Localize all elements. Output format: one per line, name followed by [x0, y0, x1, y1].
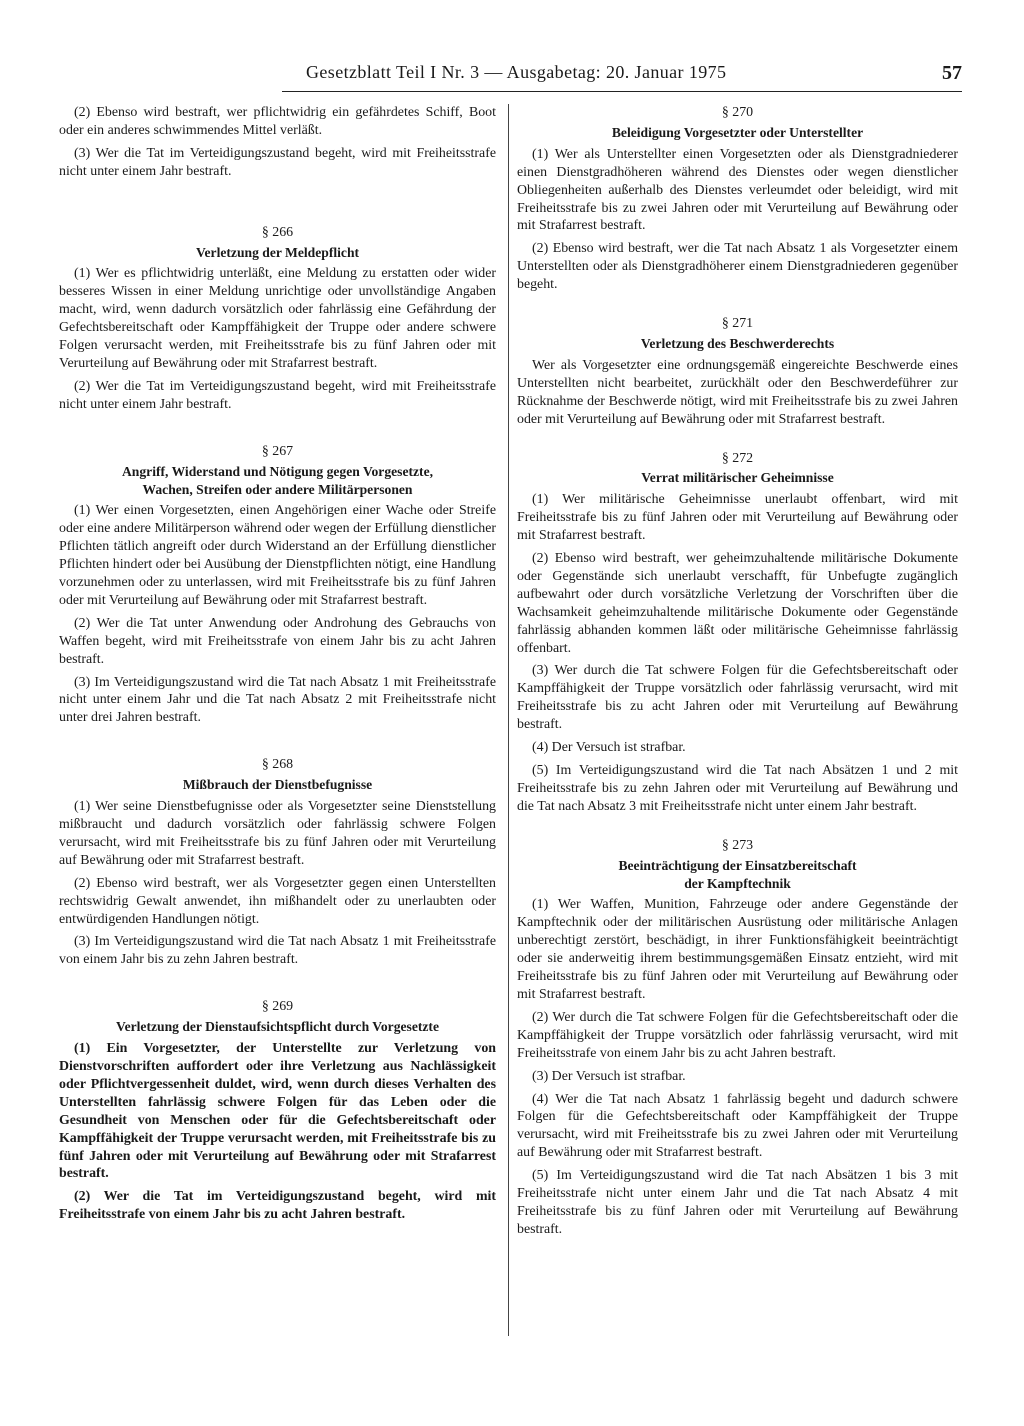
paragraph: (3) Im Verteidigungszustand wird die Tat nach Absatz 1 mit Freiheitsstrafe von einem Jahr bis zu zehn Jahren bestraft. [59, 934, 496, 968]
section-267 [59, 443, 496, 728]
column-divider [508, 104, 509, 1336]
paragraph: (5) Im Verteidigungszustand wird die Tat nach Absätzen 1 bis 3 mit Freiheitsstrafe nicht unter einem Jahr und die Tat nach Absatz 4 mit Freiheitsstrafe bis zu fünf Jahren oder mit Verurteilung auf Bewährung bestraft. [517, 1168, 958, 1237]
paragraph: (5) Im Verteidigungszustand wird die Tat nach Absätzen 1 und 2 mit Freiheitsstrafe bis zu zehn Jahren oder mit Verurteilung auf Bewährung und die Tat nach Absatz 3 mit Freiheitsstrafe nicht unter einem Jahr bestraft. [517, 763, 958, 814]
section-title: Verletzung der Meldepflicht [195, 244, 360, 260]
paragraph: (3) Der Versuch ist strafbar. [532, 1068, 686, 1084]
section-266 [59, 224, 496, 414]
paragraph: (2) Ebenso wird bestraft, wer geheimzuhaltende militärische Dokumente oder Gegenstände sich unerlaubt verschafft, für Unbefugte zugänglich aufbewahrt oder durch vorsätzliche Verletzung der Vorschriften über die Wachsamkeit geheimzuhaltende militärische Dokumente oder Gegenstände fahrlässig abhanden kommen läßt oder militärische Geheimnisse fahrlässig offenbart. [517, 551, 958, 656]
paragraph: (3) Im Verteidigungszustand wird die Tat nach Absatz 1 mit Freiheitsstrafe nicht unter einem Jahr und die Tat nach Absatz 2 mit Freiheitsstrafe nicht unter drei Jahren bestraft. [59, 674, 496, 726]
section-number: § 272 [721, 450, 754, 466]
left-column [59, 104, 496, 1229]
paragraph: (1) Wer seine Dienstbefugnisse oder als Vorgesetzter seine Dienststellung mißbraucht und dadurch vorsätzlich oder fahrlässig schwere Folgen verursacht, wird mit Freiheitsstrafe bis zu fünf Jahren oder mit Verurteilung auf Bewährung oder mit Strafarrest bestraft. [59, 799, 496, 868]
section-title: Mißbrauch der Dienstbefugnisse [182, 777, 373, 793]
header-rule [282, 91, 962, 92]
right-column [517, 104, 958, 1244]
paragraph: (3) Wer durch die Tat schwere Folgen für die Gefechtsbereitschaft oder Kampffähigkeit der Truppe vorsätzlich oder fahrlässig verursacht, wird mit Freiheitsstrafe bis zu acht Jahren oder mit Verurteilung auf Bewährung bestraft. [517, 663, 958, 733]
page-header [282, 58, 962, 92]
paragraph: (4) Der Versuch ist strafbar. [532, 740, 686, 756]
paragraph: (2) Wer durch die Tat schwere Folgen für die Gefechtsbereitschaft oder die Kampffähigkeit der Truppe vorsätzlich oder fahrlässig verursacht, wird mit Freiheitsstrafe von einem Jahr bis zu acht Jahren bestraft. [517, 1009, 958, 1061]
page-number: 57 [942, 62, 962, 84]
section-title: Beeinträchtigung der Einsatzbereitschaft [618, 857, 857, 873]
paragraph: (2) Ebenso wird bestraft, wer pflichtwidrig ein gefährdetes Schiff, Boot oder ein anderes schwimmendes Mittel verläßt. [59, 105, 496, 138]
section-number: § 271 [721, 316, 754, 332]
section-number: § 273 [721, 837, 754, 853]
header-title: Gesetzblatt Teil I Nr. 3 — Ausgabetag: 20. Januar 1975 [306, 62, 727, 82]
section-title-line-2: Wachen, Streifen oder andere Militärpersonen [142, 481, 413, 497]
paragraph: (1) Wer es pflichtwidrig unterläßt, eine Meldung zu erstatten oder wider besseres Wissen in einer Meldung unrichtige oder unvollständige Angaben macht, wird, wenn dadurch vorsätzlich oder fahrlässig eine Gefährdung der Gefechtsbereitschaft oder Kampffähigkeit der Truppe oder andere schwere Folgen verursacht werden, mit Freiheitsstrafe bis zu fünf Jahren oder mit Verurteilung auf Bewährung oder mit Strafarrest bestraft. [59, 266, 496, 371]
section-271 [517, 315, 958, 428]
section-270 [517, 104, 958, 294]
section-273 [517, 837, 958, 1239]
section-title: Angriff, Widerstand und Nötigung gegen Vorgesetzte, [121, 463, 434, 479]
section-272 [517, 450, 958, 816]
section-number: § 267 [261, 443, 294, 459]
paragraph: (2) Ebenso wird bestraft, wer die Tat nach Absatz 1 als Vorgesetzter einem Unterstellten oder als Dienstgradhöherer einem Dienstgradniederen gegenüber begeht. [517, 241, 958, 293]
paragraph: (3) Wer die Tat im Verteidigungszustand begeht, wird mit Freiheitsstrafe nicht unter einem Jahr bestraft. [59, 145, 496, 179]
paragraph: (1) Wer als Unterstellter einen Vorgesetzten oder als Dienstgradniederer einen Dienstgradhöheren während des Dienstes oder wegen dienstlicher Obliegenheiten außerhalb des Dienstes verleumdet oder beleidigt, wird mit Freiheitsstrafe bis zu zwei Jahren oder mit Verurteilung auf Bewährung oder mit Strafarrest bestraft. [517, 146, 958, 234]
section-title-line-2: der Kampftechnik [684, 875, 791, 891]
paragraph: (1) Wer Waffen, Munition, Fahrzeuge oder andere Gegenstände der Kampftechnik oder der militärischen Ausrüstung oder militärische Anlagen unberechtigt zerstört, beschädigt, in ihrer Funktionsfähigkeit beeinträchtigt oder sie anderweitig ihrem bestimmungsgemäßen Einsatz entzieht, wird mit Freiheitsstrafe bis zu fünf Jahren oder mit Verurteilung auf Bewährung oder mit Strafarrest bestraft. [517, 897, 958, 1002]
section-number: § 266 [261, 224, 294, 240]
paragraph: (1) Wer militärische Geheimnisse unerlaubt offenbart, wird mit Freiheitsstrafe bis zu fünf Jahren oder mit Verurteilung auf Bewährung oder mit Strafarrest bestraft. [517, 492, 958, 544]
paragraph: (2) Ebenso wird bestraft, wer als Vorgesetzter gegen einen Unterstellten rechtswidrig Gewalt anwendet, ihn mißhandelt oder zu unerlaubten oder entwürdigenden Handlungen nötigt. [59, 875, 496, 927]
section-number: § 269 [261, 999, 294, 1015]
section-number: § 270 [721, 105, 754, 120]
section-title: Beleidigung Vorgesetzter oder Unterstellter [611, 124, 864, 140]
section-269 [59, 998, 496, 1224]
paragraph: (4) Wer die Tat nach Absatz 1 fahrlässig begeht und dadurch schwere Folgen für die Gefechtsbereitschaft oder Kampffähigkeit der Truppe verursacht, wird mit Freiheitsstrafe bis zu zwei Jahren oder mit Verurteilung auf Bewährung oder mit Strafarrest bestraft. [517, 1091, 958, 1161]
paragraph: (2) Wer die Tat im Verteidigungszustand begeht, wird mit Freiheitsstrafe von einem Jahr bis zu acht Jahren bestraft. [59, 1189, 496, 1223]
paragraph: (2) Wer die Tat unter Anwendung oder Androhung des Gebrauchs von Waffen begeht, wird mit Freiheitsstrafe von einem Jahr bis zu acht Jahren bestraft. [59, 615, 496, 667]
section-number: § 268 [261, 757, 294, 773]
section-title: Verletzung der Dienstaufsichtspflicht durch Vorgesetzte [116, 1019, 439, 1035]
paragraph: (1) Wer einen Vorgesetzten, einen Angehörigen einer Wache oder Streife oder eine andere Militärperson während oder wegen der Erfüllung dienstlicher Pflichten tätlich angreift oder durch Widerstand an der Erfüllung dienstlicher Pflichten hindert oder bei Ausübung der Dienstpflichten nötigt, eine Handlung vorzunehmen oder zu unterlassen, wird mit Freiheitsstrafe bis zu fünf Jahren oder mit Verurteilung auf Bewährung oder mit Strafarrest bestraft. [59, 503, 496, 608]
section-title: Verletzung des Beschwerderechts [640, 335, 835, 351]
section-title: Verrat militärischer Geheimnisse [641, 470, 834, 486]
paragraph: (1) Ein Vorgesetzter, der Unterstellte zur Verletzung von Dienstvorschriften auffordert oder ihre Verletzung aus Nachlässigkeit oder Pflichtvergessenheit duldet, wird, wenn durch dieses Verhalten des Unterstellten fahrlässig schwere Folgen für das Leben oder die Gesundheit von Menschen oder für die Gefechtsbereitschaft oder Kampffähigkeit der Truppe verursacht werden, mit Freiheitsstrafe bis zu fünf Jahren oder mit Verurteilung auf Bewährung oder mit Strafarrest bestraft. [59, 1041, 496, 1182]
paragraph: Wer als Vorgesetzter eine ordnungsgemäß eingereichte Beschwerde eines Unterstellten nicht bearbeitet, zurückhält oder den Beschwerdeführer zur Rücknahme der Beschwerde nötigt, wird mit Freiheitsstrafe bis zu zwei Jahren oder mit Verurteilung auf Bewährung oder mit Strafarrest bestraft. [517, 357, 958, 427]
paragraph: (2) Wer die Tat im Verteidigungszustand begeht, wird mit Freiheitsstrafe nicht unter einem Jahr bestraft. [59, 378, 496, 412]
section-268 [59, 756, 496, 969]
